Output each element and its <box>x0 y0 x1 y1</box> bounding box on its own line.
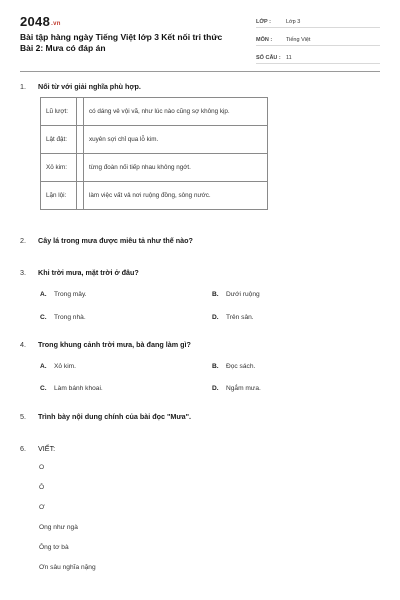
question-2 <box>20 236 380 245</box>
term-cell: Xỏ kim: <box>41 154 77 182</box>
question-text: Nối từ với giải nghĩa phù hợp. <box>38 82 141 91</box>
option-c[interactable] <box>40 314 86 321</box>
option-b[interactable] <box>212 291 260 298</box>
question-text: Cây lá trong mưa được miêu tả như thế nào? <box>38 236 193 245</box>
option-letter: B. <box>212 291 219 298</box>
options-row <box>40 385 340 395</box>
option-d[interactable] <box>212 314 254 321</box>
option-letter: D. <box>212 314 219 321</box>
question-number: 3. <box>20 268 26 277</box>
info-row-subject <box>256 32 380 46</box>
spacer-cell <box>77 126 84 154</box>
option-a[interactable] <box>40 291 87 298</box>
options-row <box>40 291 340 301</box>
question-number: 2. <box>20 236 26 245</box>
info-value: Tiếng Việt <box>286 37 311 43</box>
question-text: Trình bày nội dung chính của bài đọc "Mưa". <box>38 412 191 421</box>
table-row <box>41 182 268 210</box>
info-label: MÔN : <box>256 37 273 43</box>
option-c[interactable] <box>40 385 103 392</box>
question-number: 5. <box>20 412 26 421</box>
matching-table <box>40 97 268 210</box>
info-row-count <box>256 50 380 64</box>
writing-line: O <box>39 464 45 471</box>
option-a[interactable] <box>40 363 76 370</box>
writing-line: Ong như ngà <box>39 524 78 531</box>
table-row <box>41 98 268 126</box>
logo-text: 2048 <box>20 14 51 29</box>
question-text: Trong khung cảnh trời mưa, bà đang làm gì? <box>38 340 191 349</box>
term-cell: Lật đật: <box>41 126 77 154</box>
question-text: Khi trời mưa, mặt trời ở đâu? <box>38 268 139 277</box>
spacer-cell <box>77 154 84 182</box>
writing-line: Ơ <box>39 504 45 511</box>
info-value: 11 <box>286 55 292 61</box>
meaning-cell: làm việc vất vả nơi ruộng đồng, sông nước. <box>84 182 268 210</box>
option-text: Trên sân. <box>226 314 254 321</box>
option-letter: A. <box>40 363 47 370</box>
question-number: 4. <box>20 340 26 349</box>
question-1 <box>20 82 380 91</box>
term-cell: Lũ lượt: <box>41 98 77 126</box>
info-label: SỐ CÂU : <box>256 55 281 61</box>
writing-line: Ông tơ bà <box>39 544 69 551</box>
option-text: Trong mây. <box>54 291 87 298</box>
option-letter: C. <box>40 385 47 392</box>
question-3 <box>20 268 380 277</box>
option-text: Đọc sách. <box>226 363 256 370</box>
question-number: 6. <box>20 444 26 453</box>
term-cell: Lặn lội: <box>41 182 77 210</box>
options-row <box>40 314 340 324</box>
info-label: LỚP : <box>256 19 271 25</box>
spacer-cell <box>77 98 84 126</box>
document-title: Bài tập hàng ngày Tiếng Việt lớp 3 Kết nối tri thức Bài 2: Mưa có đáp án <box>20 32 223 53</box>
option-text: Trong nhà. <box>54 314 86 321</box>
option-letter: A. <box>40 291 47 298</box>
option-b[interactable] <box>212 363 255 370</box>
spacer-cell <box>77 182 84 210</box>
site-logo[interactable] <box>20 14 61 29</box>
info-value: Lớp 3 <box>286 19 301 25</box>
question-number: 1. <box>20 82 26 91</box>
table-row <box>41 154 268 182</box>
option-text: Làm bánh khoai. <box>54 385 103 392</box>
option-text: Xỏ kim. <box>54 363 76 370</box>
logo-suffix: .vn <box>51 21 61 27</box>
question-4 <box>20 340 380 349</box>
document-info <box>256 14 380 68</box>
meaning-cell: từng đoàn nối tiếp nhau không ngớt. <box>84 154 268 182</box>
info-row-class <box>256 14 380 28</box>
option-letter: B. <box>212 363 219 370</box>
option-text: Ngắm mưa. <box>226 385 261 392</box>
question-6 <box>20 444 380 453</box>
question-5 <box>20 412 380 421</box>
table-row <box>41 126 268 154</box>
meaning-cell: có dáng vẻ vội vã, như lúc nào cũng sợ không kịp. <box>84 98 268 126</box>
options-row <box>40 363 340 373</box>
question-text: VIẾT: <box>38 444 56 453</box>
option-d[interactable] <box>212 385 261 392</box>
meaning-cell: xuyên sợi chỉ qua lỗ kim. <box>84 126 268 154</box>
option-letter: C. <box>40 314 47 321</box>
option-text: Dưới ruộng <box>226 291 260 298</box>
document-header <box>20 14 380 64</box>
writing-line: Ô <box>39 484 45 491</box>
writing-line: Ơn sâu nghĩa nặng <box>39 564 96 571</box>
header-divider <box>20 71 380 72</box>
option-letter: D. <box>212 385 219 392</box>
